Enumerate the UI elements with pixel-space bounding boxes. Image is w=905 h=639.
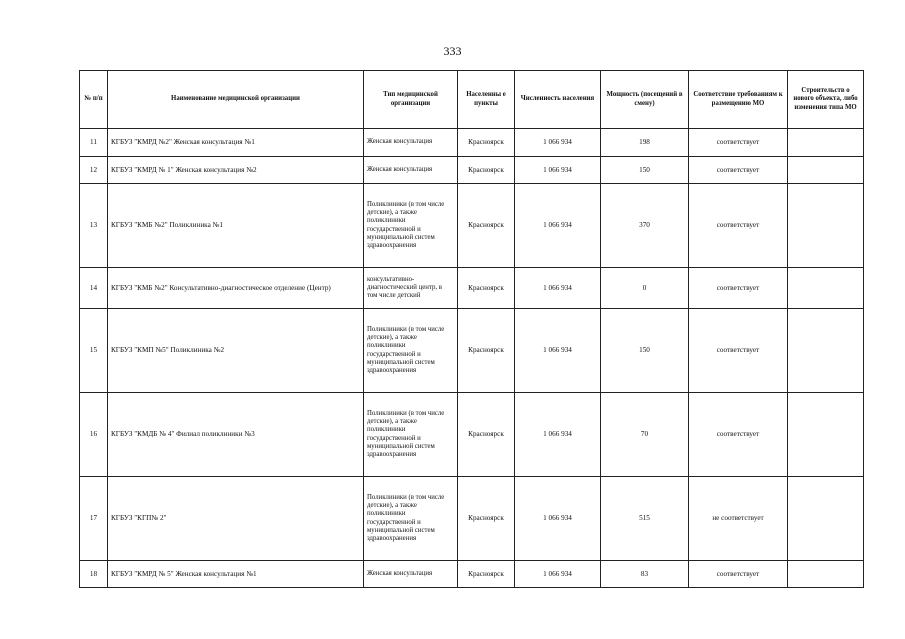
row-type: Поликлиники (в том числе детские), а также поликлиники государственной и муниципальной систем здравоохранения <box>364 393 458 477</box>
row-name: КГБУЗ "КМБ №2" Консультативно-диагностическое отделение (Центр) <box>108 268 364 309</box>
row-construction <box>788 561 864 588</box>
header-locality: Населенны е пункты <box>458 71 515 129</box>
table-row <box>80 129 864 157</box>
row-num: 11 <box>80 129 108 157</box>
row-name: КГБУЗ "КМБ №2" Поликлиника №1 <box>108 184 364 268</box>
row-capacity: 83 <box>601 561 689 588</box>
row-locality: Красноярск <box>458 393 515 477</box>
row-type: консультативно-диагностический центр, в том числе детский <box>364 268 458 309</box>
row-type: Поликлиники (в том числе детские), а также поликлиники государственной и муниципальной систем здравоохранения <box>364 184 458 268</box>
row-compliance: соответствует <box>689 561 788 588</box>
row-locality: Красноярск <box>458 129 515 157</box>
row-capacity: 0 <box>601 268 689 309</box>
row-capacity: 150 <box>601 309 689 393</box>
row-population: 1 066 934 <box>515 129 601 157</box>
row-capacity: 198 <box>601 129 689 157</box>
row-num: 12 <box>80 157 108 184</box>
row-construction <box>788 184 864 268</box>
row-capacity: 370 <box>601 184 689 268</box>
table-row <box>80 477 864 561</box>
header-type: Тип медицинской организации <box>364 71 458 129</box>
row-locality: Красноярск <box>458 477 515 561</box>
row-compliance: соответствует <box>689 129 788 157</box>
header-num: № п/п <box>80 71 108 129</box>
row-population: 1 066 934 <box>515 393 601 477</box>
row-locality: Красноярск <box>458 184 515 268</box>
header-compliance: Соответствие требованиям к размещению МО <box>689 71 788 129</box>
row-construction <box>788 393 864 477</box>
row-population: 1 066 934 <box>515 157 601 184</box>
table-row <box>80 184 864 268</box>
row-num: 18 <box>80 561 108 588</box>
row-locality: Красноярск <box>458 561 515 588</box>
row-compliance: соответствует <box>689 309 788 393</box>
table-header-row <box>80 71 864 129</box>
row-locality: Красноярск <box>458 309 515 393</box>
row-num: 14 <box>80 268 108 309</box>
row-population: 1 066 934 <box>515 477 601 561</box>
row-compliance: не соответствует <box>689 477 788 561</box>
table-row <box>80 561 864 588</box>
row-capacity: 515 <box>601 477 689 561</box>
row-capacity: 70 <box>601 393 689 477</box>
header-construction: Строительств о нового объекта, либо изменения типа МО <box>788 71 864 129</box>
header-capacity: Мощность (посещений в смену) <box>601 71 689 129</box>
row-construction <box>788 129 864 157</box>
table-row <box>80 309 864 393</box>
row-type: Поликлиники (в том числе детские), а также поликлиники государственной и муниципальной систем здравоохранения <box>364 477 458 561</box>
row-num: 16 <box>80 393 108 477</box>
medical-organizations-table <box>79 70 864 588</box>
page-number: 333 <box>443 44 462 58</box>
row-name: КГБУЗ "КМРД № 1" Женская консультация №2 <box>108 157 364 184</box>
row-capacity: 150 <box>601 157 689 184</box>
row-name: КГБУЗ "КМП №5" Поликлиника №2 <box>108 309 364 393</box>
row-type: Женская консультация <box>364 157 458 184</box>
row-construction <box>788 309 864 393</box>
header-name: Наименование медицинской организации <box>108 71 364 129</box>
row-population: 1 066 934 <box>515 561 601 588</box>
row-num: 13 <box>80 184 108 268</box>
row-type: Женская консультация <box>364 561 458 588</box>
row-locality: Красноярск <box>458 157 515 184</box>
row-name: КГБУЗ "КМРД №2" Женская консультация №1 <box>108 129 364 157</box>
row-num: 17 <box>80 477 108 561</box>
row-name: КГБУЗ "КГП№ 2" <box>108 477 364 561</box>
row-construction <box>788 477 864 561</box>
table-row <box>80 393 864 477</box>
row-name: КГБУЗ "КМРД № 5" Женская консультация №1 <box>108 561 364 588</box>
row-compliance: соответствует <box>689 393 788 477</box>
row-type: Поликлиники (в том числе детские), а также поликлиники государственной и муниципальной систем здравоохранения <box>364 309 458 393</box>
row-num: 15 <box>80 309 108 393</box>
row-compliance: соответствует <box>689 184 788 268</box>
row-construction <box>788 157 864 184</box>
header-population: Численность населения <box>515 71 601 129</box>
row-population: 1 066 934 <box>515 309 601 393</box>
row-type: Женская консультация <box>364 129 458 157</box>
row-locality: Красноярск <box>458 268 515 309</box>
row-construction <box>788 268 864 309</box>
row-compliance: соответствует <box>689 268 788 309</box>
table-row <box>80 268 864 309</box>
table-row <box>80 157 864 184</box>
row-population: 1 066 934 <box>515 268 601 309</box>
row-name: КГБУЗ "КМДБ № 4" Филиал поликлиники №3 <box>108 393 364 477</box>
row-compliance: соответствует <box>689 157 788 184</box>
row-population: 1 066 934 <box>515 184 601 268</box>
